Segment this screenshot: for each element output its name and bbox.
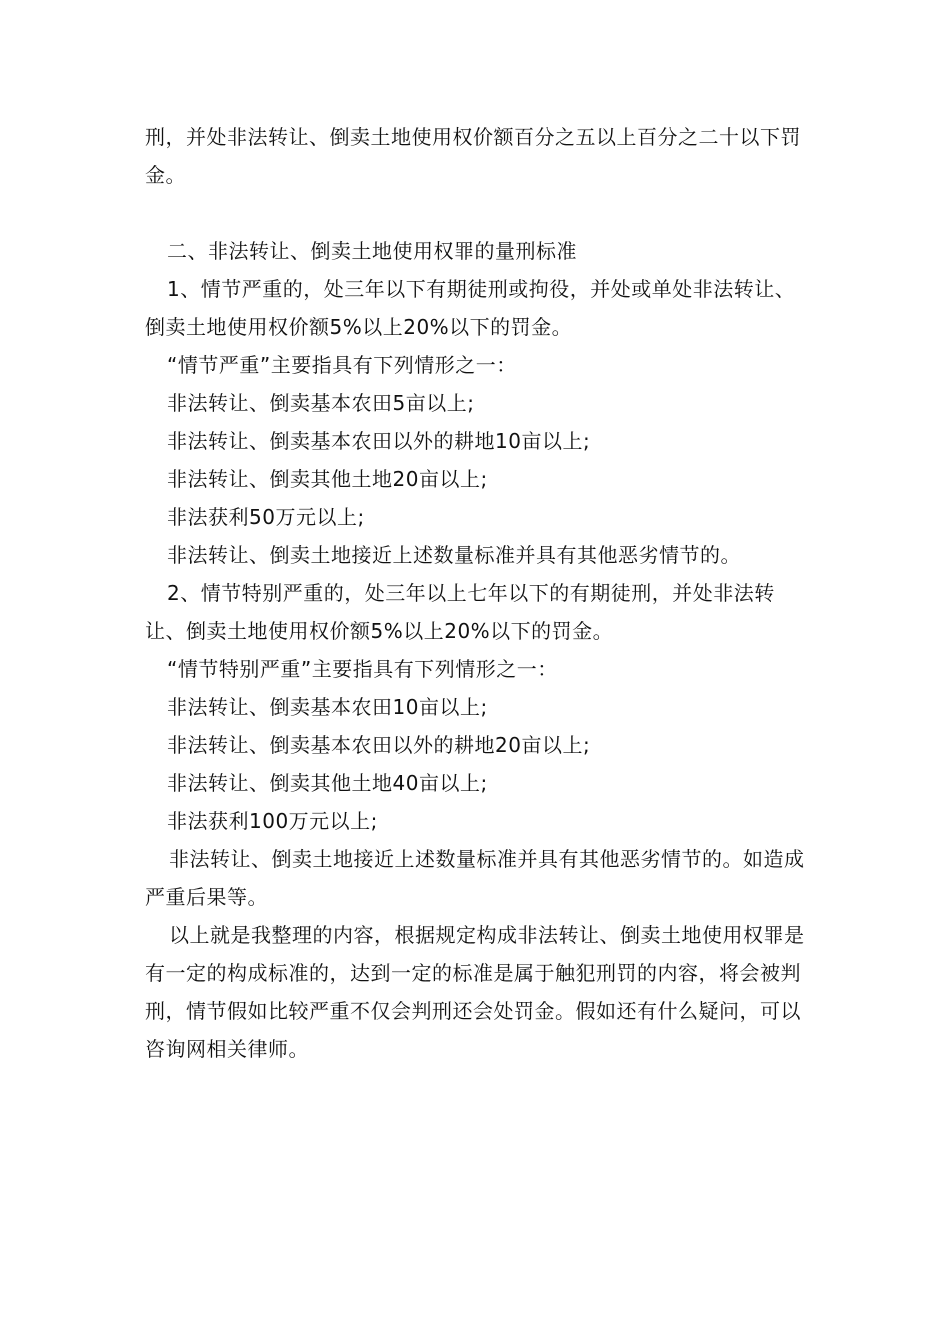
paragraph-serious-definition: “情节严重”主要指具有下列情形之一： [167,353,517,377]
list-item: 非法转让、倒卖土地接近上述数量标准并具有其他恶劣情节的。 [167,543,741,567]
list-item: 非法转让、倒卖其他土地40亩以上; [167,771,488,795]
paragraph-conclusion: 以上就是我整理的内容，根据规定构成非法转让、倒卖土地使用权罪是有一定的构成标准的，达到一定的标准是属于触犯刑罚的内容，将会被判刑，情节假如比较严重不仅会判刑还会处罚金。假如还有什么疑问，可以咨询网相关律师。 [145,923,805,1061]
blank-line [145,194,810,232]
paragraph-penalty-continuation: 刑，并处非法转让、倒卖土地使用权价额百分之五以上百分之二十以下罚金。 [145,125,801,187]
list-item: 非法转让、倒卖基本农田以外的耕地10亩以上; [167,429,591,453]
list-item: 非法转让、倒卖土地接近上述数量标准并具有其他恶劣情节的。如造成严重后果等。 [145,847,805,909]
list-item: 非法转让、倒卖基本农田10亩以上; [167,695,488,719]
section-heading: 二、非法转让、倒卖土地使用权罪的量刑标准 [167,239,577,263]
list-item: 非法转让、倒卖基本农田5亩以上; [167,391,475,415]
list-item: 非法转让、倒卖基本农田以外的耕地20亩以上; [167,733,591,757]
list-item: 非法转让、倒卖其他土地20亩以上; [167,467,488,491]
paragraph-especially-serious-definition: “情节特别严重”主要指具有下列情形之一： [167,657,558,681]
list-item: 非法获利50万元以上; [167,505,365,529]
paragraph-especially-serious: 2、情节特别严重的，处三年以上七年以下的有期徒刑，并处非法转让、倒卖土地使用权价额5%以上20%以下的罚金。 [145,581,775,643]
list-item: 非法获利100万元以上; [167,809,378,833]
paragraph-serious-circumstances: 1、情节严重的，处三年以下有期徒刑或拘役，并处或单处非法转让、倒卖土地使用权价额5%以上20%以下的罚金。 [145,277,796,339]
document-body [145,118,810,1068]
